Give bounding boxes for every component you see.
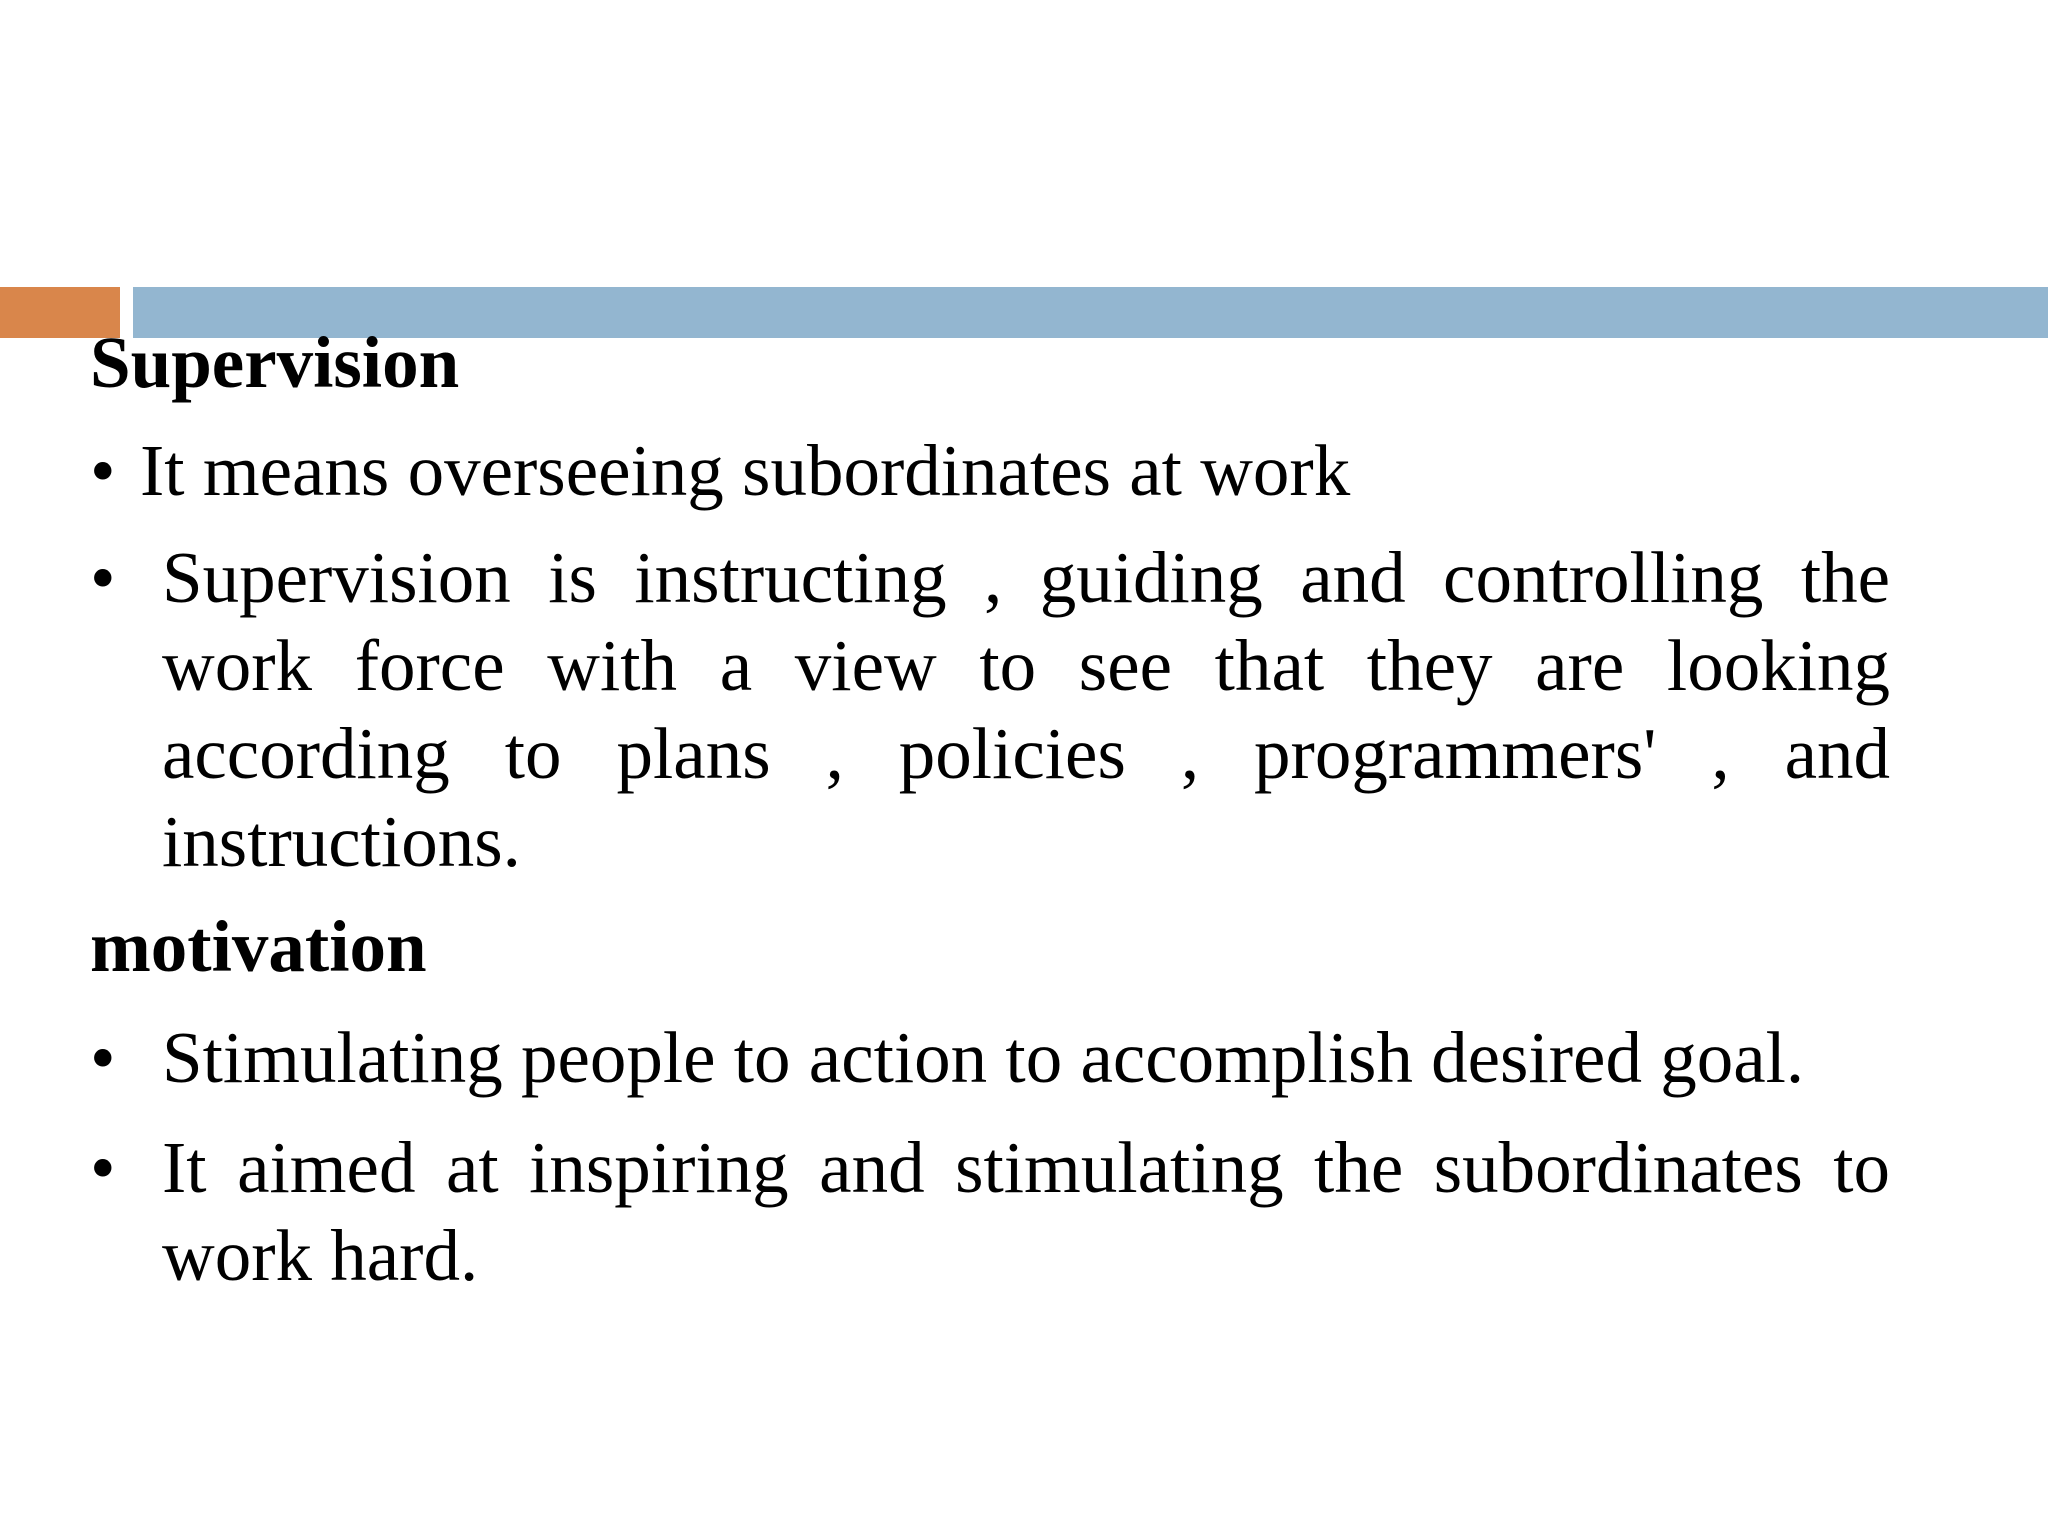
bullet-item bbox=[90, 1014, 1890, 1102]
slide-content bbox=[90, 318, 1890, 1300]
bullet-dot-icon: • bbox=[90, 430, 116, 511]
bullet-text: It means overseeing subordinates at work bbox=[140, 430, 1351, 511]
bullet-dot-icon: • bbox=[90, 1127, 116, 1208]
bullet-item bbox=[90, 427, 1890, 515]
section-heading-motivation: motivation bbox=[90, 906, 427, 987]
bullet-text: It aimed at inspiring and stimulating the subordinates to work hard. bbox=[162, 1127, 1890, 1296]
bullet-dot-icon: • bbox=[90, 537, 116, 618]
bullet-text: Stimulating people to action to accomplish desired goal. bbox=[162, 1017, 1805, 1098]
bullet-dot-icon: • bbox=[90, 1017, 116, 1098]
bullet-text: Supervision is instructing , guiding and controlling the work force with a view to see that they are looking according to plans , policies , programmers' , and instructions. bbox=[162, 537, 1890, 882]
bullet-item bbox=[90, 534, 1890, 886]
section-heading-supervision: Supervision bbox=[90, 322, 460, 403]
bullet-item bbox=[90, 1124, 1890, 1300]
